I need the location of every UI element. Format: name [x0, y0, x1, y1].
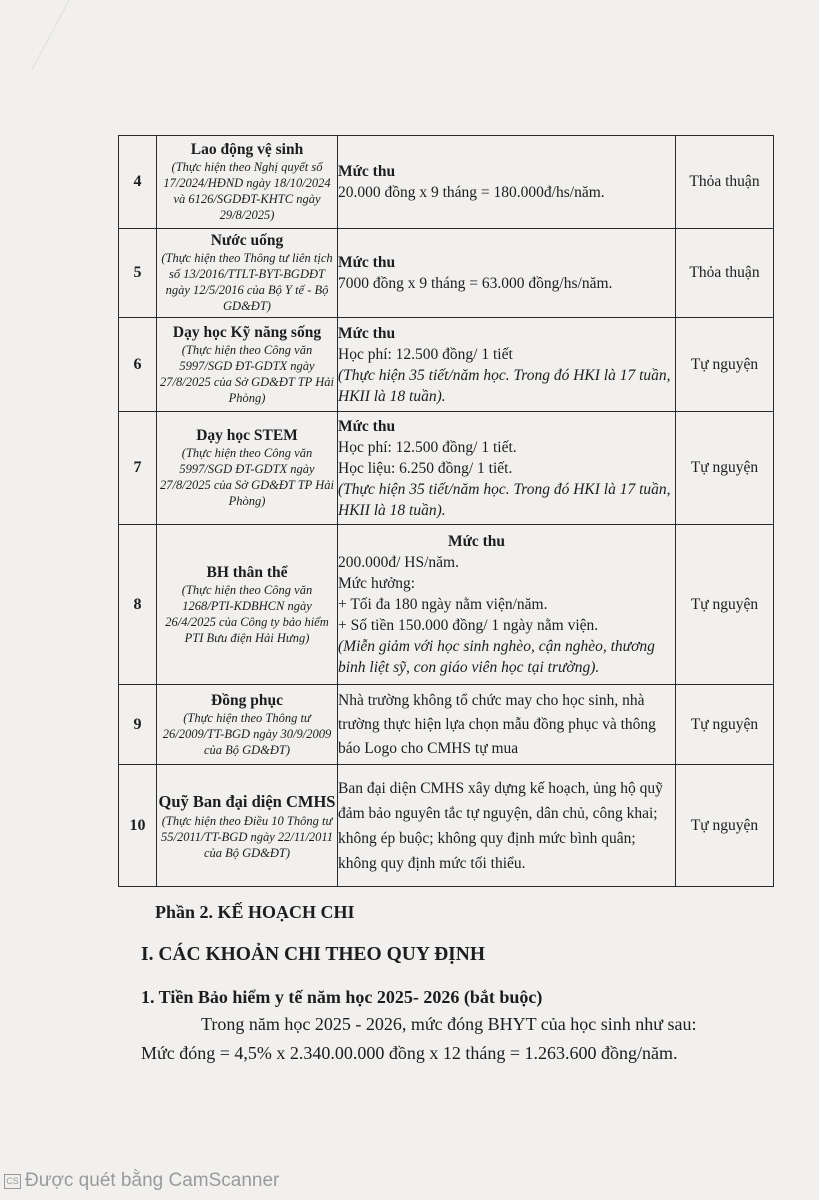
section-title: Phần 2. KẾ HOẠCH CHI — [155, 902, 355, 922]
table-row — [119, 765, 774, 887]
item-legal-note: (Thực hiện theo Thông tư 26/2009/TT-BGD ngày 30/9/2009 của Bộ GD&ĐT) — [162, 710, 332, 757]
table-row — [119, 525, 774, 685]
desc-line: 7000 đồng x 9 tháng = 63.000 đồng/hs/năm. — [338, 275, 613, 292]
item-title: Dạy học Kỹ năng sống — [172, 323, 322, 341]
row-number: 8 — [119, 525, 157, 685]
item-title: Lao động vệ sinh — [190, 141, 304, 158]
item-name-cell — [157, 765, 338, 887]
item-title: BH thân thể — [206, 563, 288, 581]
page-fold-shadow — [0, 0, 70, 70]
fee-table — [118, 135, 774, 887]
table-row — [119, 412, 774, 525]
table-row — [119, 318, 774, 412]
table-row — [119, 136, 774, 229]
item-legal-note: (Thực hiện theo Nghị quyết số 17/2024/HĐND ngày 18/10/2024 và 6126/SGDĐT-KHTC ngày 29/8/2025) — [163, 160, 331, 222]
desc-italic-line: (Thực hiện 35 tiết/năm học. Trong đó HKI là 17 tuần, HKII là 18 tuần). — [338, 366, 671, 405]
item-description-cell — [338, 685, 676, 765]
item-name-cell — [157, 525, 338, 685]
paragraph: Trong năm học 2025 - 2026, mức đóng BHYT của học sinh như sau: — [201, 1014, 697, 1034]
item-title: Đồng phục — [211, 691, 283, 709]
item-name-cell — [157, 318, 338, 412]
item-legal-note: (Thực hiện theo Công văn 5997/SGD ĐT-GDTX ngày 27/8/2025 của Sở GD&ĐT TP Hải Phòng) — [160, 342, 334, 405]
desc-head: Mức thu — [338, 163, 396, 180]
formula-line: Mức đóng = 4,5% x 2.340.00.000 đồng x 12 tháng = 1.263.600 đồng/năm. — [141, 1043, 678, 1063]
row-number: 10 — [119, 765, 157, 887]
item-description-cell — [338, 412, 676, 525]
desc-italic-line: (Miễn giảm với học sinh nghèo, cận nghèo, thương binh liệt sỹ, con giáo viên học tại trường). — [338, 638, 655, 676]
row-number: 5 — [119, 229, 157, 318]
camscanner-logo-icon: CS — [4, 1174, 21, 1189]
sub-heading: 1. Tiền Bảo hiểm y tế năm học 2025- 2026 (bắt buộc) — [141, 987, 543, 1007]
row-number: 9 — [119, 685, 157, 765]
desc-head: Mức thu — [447, 533, 506, 550]
desc-line: Ban đại diện CMHS xây dựng kế hoạch, ủng hộ quỹ đảm bảo nguyên tắc tự nguyện, dân chủ, công khai; không ép buộc; không quy định mức bình quân; không quy định mức tối thiểu. — [338, 779, 663, 872]
watermark-text: Được quét bằng CamScanner — [25, 1170, 280, 1191]
fee-type: Tự nguyện — [676, 412, 774, 525]
fee-type: Tự nguyện — [676, 318, 774, 412]
fee-type: Tự nguyện — [676, 765, 774, 887]
camscanner-watermark — [4, 1170, 279, 1192]
desc-line: Học liệu: 6.250 đồng/ 1 tiết. — [338, 459, 513, 477]
item-legal-note: (Thực hiện theo Công văn 1268/PTI-KDBHCN ngày 26/4/2025 của Công ty bảo hiểm PTI Bưu điện Hải Hưng) — [165, 582, 329, 645]
table-row — [119, 229, 774, 318]
row-number: 7 — [119, 412, 157, 525]
table-row — [119, 685, 774, 765]
desc-head: Mức thu — [338, 417, 396, 435]
desc-line: + Số tiền 150.000 đồng/ 1 ngày nằm viện. — [338, 617, 599, 634]
fee-type: Tự nguyện — [676, 525, 774, 685]
item-name-cell — [157, 685, 338, 765]
desc-line: + Tối đa 180 ngày nằm viện/năm. — [338, 596, 548, 613]
item-description-cell — [338, 765, 676, 887]
desc-italic-line: (Thực hiện 35 tiết/năm học. Trong đó HKI là 17 tuần, HKII là 18 tuần). — [338, 480, 671, 519]
item-name-cell — [157, 136, 338, 229]
item-description-cell — [338, 525, 676, 685]
desc-line: Nhà trường không tổ chức may cho học sinh, nhà trường thực hiện lựa chọn mẫu đồng phục và thông báo Logo cho CMHS tự mua — [338, 691, 656, 757]
fee-type: Thỏa thuận — [676, 229, 774, 318]
row-number: 6 — [119, 318, 157, 412]
fee-table-body — [119, 136, 774, 887]
row-number: 4 — [119, 136, 157, 229]
item-description-cell — [338, 229, 676, 318]
item-legal-note: (Thực hiện theo Thông tư liên tịch số 13/2016/TTLT-BYT-BGDĐT ngày 12/5/2016 của Bộ Y tế - Bộ GD&ĐT) — [161, 251, 333, 313]
desc-head: Mức thu — [338, 324, 396, 342]
desc-line: Học phí: 12.500 đồng/ 1 tiết — [338, 345, 513, 363]
item-name-cell — [157, 229, 338, 318]
item-title: Quỹ Ban đại diện CMHS — [158, 791, 336, 811]
desc-line: Học phí: 12.500 đồng/ 1 tiết. — [338, 438, 517, 456]
item-title: Nước uống — [210, 232, 284, 249]
heading: I. CÁC KHOẢN CHI THEO QUY ĐỊNH — [141, 944, 485, 965]
item-description-cell — [338, 136, 676, 229]
desc-line: 20.000 đồng x 9 tháng = 180.000đ/hs/năm. — [338, 184, 605, 201]
item-legal-note: (Thực hiện theo Công văn 5997/SGD ĐT-GDTX ngày 27/8/2025 của Sở GD&ĐT TP Hải Phòng) — [160, 446, 334, 508]
fee-type: Tự nguyện — [676, 685, 774, 765]
item-title: Dạy học STEM — [196, 427, 298, 444]
item-legal-note: (Thực hiện theo Điều 10 Thông tư 55/2011/TT-BGD ngày 22/11/2011 của Bộ GD&ĐT) — [161, 813, 333, 860]
item-name-cell — [157, 412, 338, 525]
item-description-cell — [338, 318, 676, 412]
desc-line: 200.000đ/ HS/năm. — [338, 554, 459, 571]
fee-type: Thỏa thuận — [676, 136, 774, 229]
desc-head: Mức thu — [338, 254, 396, 271]
desc-line: Mức hưởng: — [338, 575, 416, 592]
